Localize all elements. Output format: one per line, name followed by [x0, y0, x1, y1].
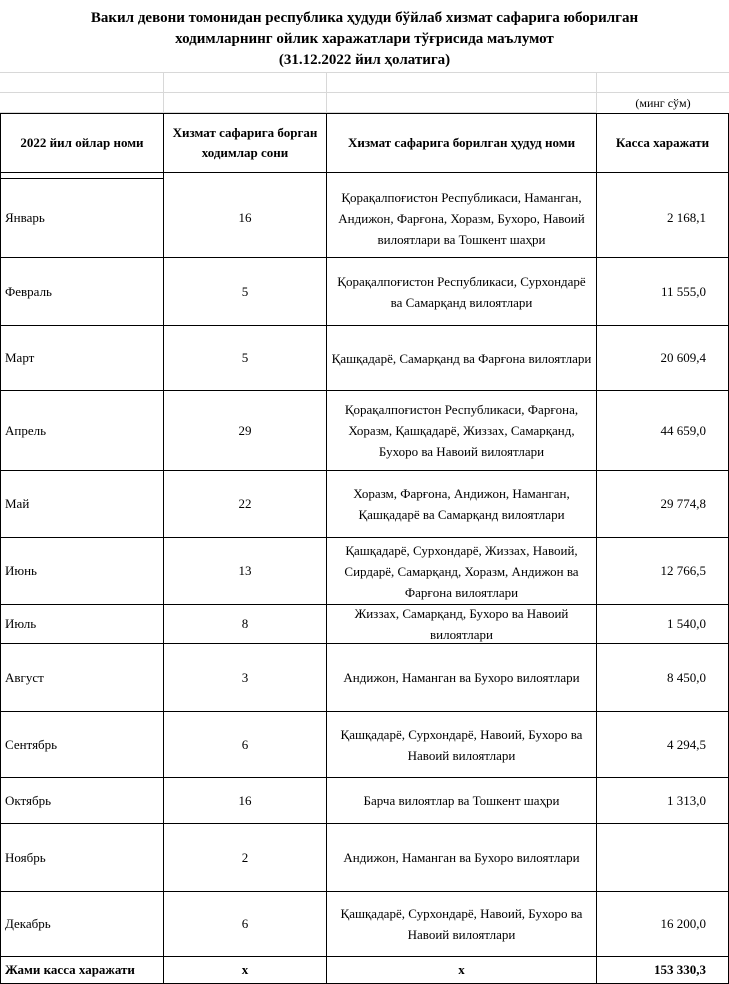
regions-cell: Қашқадарё, Самарқанд ва Фарғона вилоятлари: [327, 326, 597, 391]
employees-cell: 3: [164, 644, 327, 712]
employees-cell: 5: [164, 258, 327, 326]
total-row: [0, 957, 729, 984]
table-row: [0, 326, 729, 391]
header-regions: Хизмат сафарига борилган ҳудуд номи: [327, 113, 597, 173]
table-row: [0, 538, 729, 605]
month-cell: Январь: [0, 179, 164, 258]
table-row: [0, 778, 729, 824]
table-row: [0, 644, 729, 712]
month-cell: Апрель: [0, 391, 164, 471]
unit-label: (минг сўм): [635, 95, 691, 110]
employees-cell: 6: [164, 892, 327, 957]
month-cell: Август: [0, 644, 164, 712]
regions-cell: Қорақалпоғистон Республикаси, Наманган, Андижон, Фарғона, Хоразм, Бухоро, Навоий вилоятлари ва Тошкент шаҳри: [327, 179, 597, 258]
cash-cell: 8 450,0: [597, 644, 729, 712]
employees-cell: 16: [164, 778, 327, 824]
total-label: Жами касса харажати: [0, 957, 164, 984]
table-row: [0, 179, 729, 258]
cash-cell: 2 168,1: [597, 179, 729, 258]
employees-cell: 6: [164, 712, 327, 778]
total-employees: х: [164, 957, 327, 984]
employees-cell: 29: [164, 391, 327, 471]
employees-cell: 13: [164, 538, 327, 605]
cash-cell: 16 200,0: [597, 892, 729, 957]
cash-cell: 1 540,0: [597, 605, 729, 644]
regions-cell: Қорақалпоғистон Республикаси, Фарғона, Хоразм, Қашқадарё, Жиззах, Самарқанд, Бухоро ва Навоий вилоятлари: [327, 391, 597, 471]
regions-cell: Хоразм, Фарғона, Андижон, Наманган, Қашқадарё ва Самарқанд вилоятлари: [327, 471, 597, 538]
table-row: [0, 712, 729, 778]
employees-cell: 2: [164, 824, 327, 892]
regions-cell: Андижон, Наманган ва Бухоро вилоятлари: [327, 824, 597, 892]
month-cell: Июль: [0, 605, 164, 644]
title-line-3: (31.12.2022 йил ҳолатига): [278, 52, 451, 68]
month-cell: Май: [0, 471, 164, 538]
month-cell: Ноябрь: [0, 824, 164, 892]
header-cash: Касса харажати: [597, 113, 729, 173]
unit-row: [0, 93, 729, 113]
header-month: 2022 йил ойлар номи: [0, 113, 164, 173]
employees-cell: 8: [164, 605, 327, 644]
table-row: [0, 824, 729, 892]
regions-cell: Барча вилоятлар ва Тошкент шаҳри: [327, 778, 597, 824]
title-line-1: Вакил девони томонидан республика ҳудуди бўйлаб хизмат сафарига юборилган: [90, 10, 639, 26]
total-regions: х: [327, 957, 597, 984]
cash-cell: 44 659,0: [597, 391, 729, 471]
table-row: [0, 391, 729, 471]
cash-cell: 11 555,0: [597, 258, 729, 326]
month-cell: Октябрь: [0, 778, 164, 824]
regions-cell: Қорақалпоғистон Республикаси, Сурхондарё ва Самарқанд вилоятлари: [327, 258, 597, 326]
regions-cell: Қашқадарё, Сурхондарё, Навоий, Бухоро ва Навоий вилоятлари: [327, 892, 597, 957]
month-cell: Июнь: [0, 538, 164, 605]
table-row: [0, 892, 729, 957]
cash-cell: 29 774,8: [597, 471, 729, 538]
month-cell: Март: [0, 326, 164, 391]
report-title: [0, 0, 729, 73]
total-cash: 153 330,3: [597, 957, 729, 984]
spacer-row: [0, 73, 729, 93]
table-header: [0, 113, 729, 173]
cash-cell: 4 294,5: [597, 712, 729, 778]
employees-cell: 16: [164, 179, 327, 258]
employees-cell: 22: [164, 471, 327, 538]
cash-cell: 12 766,5: [597, 538, 729, 605]
regions-cell: Жиззах, Самарқанд, Бухоро ва Навоий вилоятлари: [327, 605, 597, 644]
regions-cell: Қашқадарё, Сурхондарё, Навоий, Бухоро ва Навоий вилоятлари: [327, 712, 597, 778]
month-cell: Декабрь: [0, 892, 164, 957]
table-row: [0, 605, 729, 644]
regions-cell: Андижон, Наманган ва Бухоро вилоятлари: [327, 644, 597, 712]
regions-cell: Қашқадарё, Сурхондарё, Жиззах, Навоий, Сирдарё, Самарқанд, Хоразм, Андижон ва Фарғона вилоятлари: [327, 538, 597, 605]
table-row: [0, 471, 729, 538]
cash-cell: 1 313,0: [597, 778, 729, 824]
employees-cell: 5: [164, 326, 327, 391]
header-employees: Хизмат сафарига борган ходимлар сони: [164, 113, 327, 173]
cash-cell: 20 609,4: [597, 326, 729, 391]
month-cell: Февраль: [0, 258, 164, 326]
title-line-2: ходимларнинг ойлик харажатлари тўғрисида маълумот: [175, 31, 554, 47]
month-cell: Сентябрь: [0, 712, 164, 778]
cash-cell: [597, 824, 729, 892]
table-row: [0, 258, 729, 326]
